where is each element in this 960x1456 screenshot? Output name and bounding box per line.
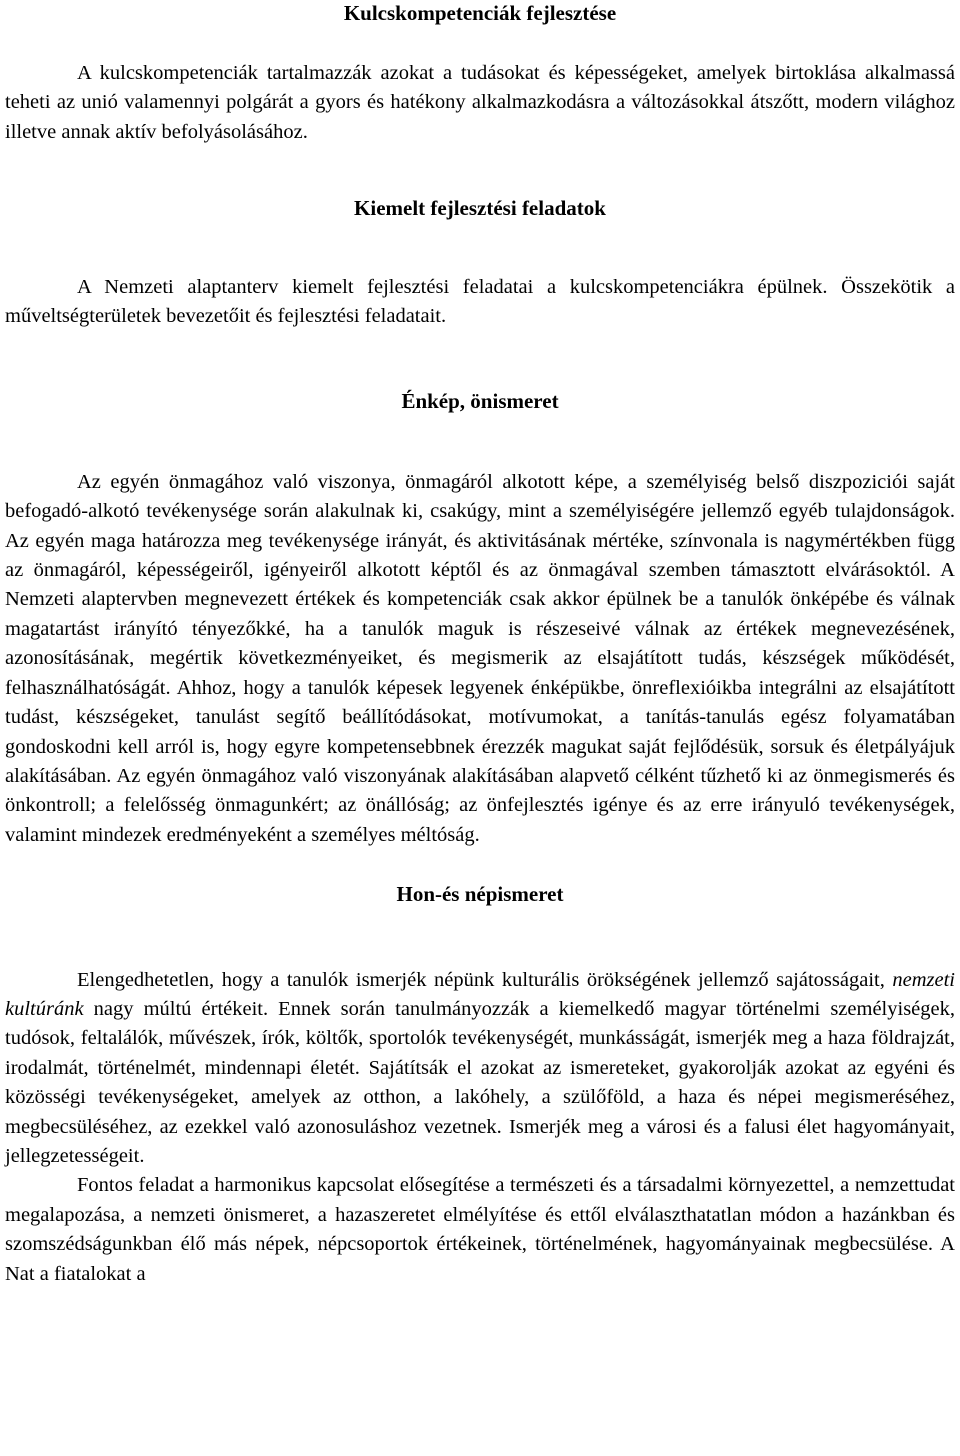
document-page xyxy=(5,0,955,1289)
section-heading-hon: Hon-és népismeret xyxy=(396,882,564,907)
hon-paragraph-after: nagy múltú értékeit. Ennek során tanulmányozzák a kiemelkedő magyar történelmi személyiségek, tudósok, feltalálók, művészek, írók, költők, sportolók tevékenységét, munkásságát, ismerjék meg a haza földrajzát, irodalmát, történelmét, mindennapi életét. Sajátítsák el azokat az ismereteket, gyakorolják azokat az egyéni és közösségi tevékenységeket, amelyek az otthon, a lakóhely, a szülőföld, a haza és népei megismeréséhez, megbecsüléséhez, az ezekkel való azonosuláshoz vezetnek. Ismerjék meg a városi és a falusi élet hagyományait, jellegzetességeit. xyxy=(5,997,955,1167)
section-heading-enkep: Énkép, önismeret xyxy=(401,389,559,414)
section-paragraph-kiemelt: A Nemzeti alaptanterv kiemelt fejlesztési feladatai a kulcskompetenciákra épülnek. Összekötik a műveltségterületek bevezetőit és fejlesztési feladatait. xyxy=(5,275,955,328)
section-paragraph-enkep: Az egyén önmagához való viszonya, önmagáról alkotott képe, a személyiség belső diszpoziciói saját befogadó-alkotó tevékenysége során alakulnak ki, csakúgy, mint a személyiségére jellemző egyéb tulajdonságok. Az egyén maga határozza meg tevékenysége irányát, és aktivitásának mértéke, színvonala is nagymértékben függ az önmagáról, képességeiről, igényeiről alkotott képtől és az önmagával szemben támasztott elvárásoktól. A Nemzeti alaptervben megnevezett értékek és kompetenciák csak akkor épülnek be a tanulók önképébe és válnak magatartást irányító tényezőkké, ha a tanulók maguk is részeseivé válnak az értékek megnevezésének, azonosításának, megértik következményeiket, és megismerik az elsajátított tudás, készségek működését, felhasználhatóságát. Ahhoz, hogy a tanulók képesek legyenek énképükbe, önreflexióikba integrálni az elsajátított tudást, készségeket, tanulást segítő beállítódásokat, motívumokat, a tanítás-tanulás egész folyamatában gondoskodni kell arról is, hogy egyre kompetensebbnek érezzék magukat saját fejlődésük, sorsuk és életpályájuk alakításában. Az egyén önmagához való viszonyának alakításában alapvető célként tűzhető ki az önmegismerés és önkontroll; a felelősség önmagunkért; az önállóság; az önfejlesztés igénye és az erre irányuló tevékenységek, valamint mindezek eredményeként a személyes méltóság. xyxy=(5,470,955,846)
section-paragraph-hon-1 xyxy=(5,966,955,1172)
document-title: Kulcskompetenciák fejlesztése xyxy=(343,1,617,25)
hon-paragraph-before: Elengedhetetlen, hogy a tanulók ismerjék népünk kulturális örökségének jellemző sajátosságait, xyxy=(77,968,893,991)
intro-paragraph: A kulcskompetenciák tartalmazzák azokat a tudásokat és képességeket, amelyek birtoklása alkalmassá teheti az unió valamennyi polgárát a gyors és hatékony alkalmazkodásra a változásokkal átszőtt, modern világhoz illetve annak aktív befolyásolásához. xyxy=(5,62,955,143)
hon-paragraph-emphasis: nemzeti kultúránk xyxy=(5,968,955,1020)
section-paragraph-hon-2: Fontos feladat a harmonikus kapcsolat elősegítése a természeti és a társadalmi környezettel, a nemzettudat megalapozása, a nemzeti önismeret, a hazaszeretet elmélyítése és ettől elválaszthatatlan módon a hazánkban és szomszédságunkban élő más népek, népcsoportok értékeinek, történelmének, hagyományainak megbecsülése. A Nat a fiatalokat a xyxy=(5,1174,955,1285)
section-heading-kiemelt: Kiemelt fejlesztési feladatok xyxy=(354,196,606,221)
